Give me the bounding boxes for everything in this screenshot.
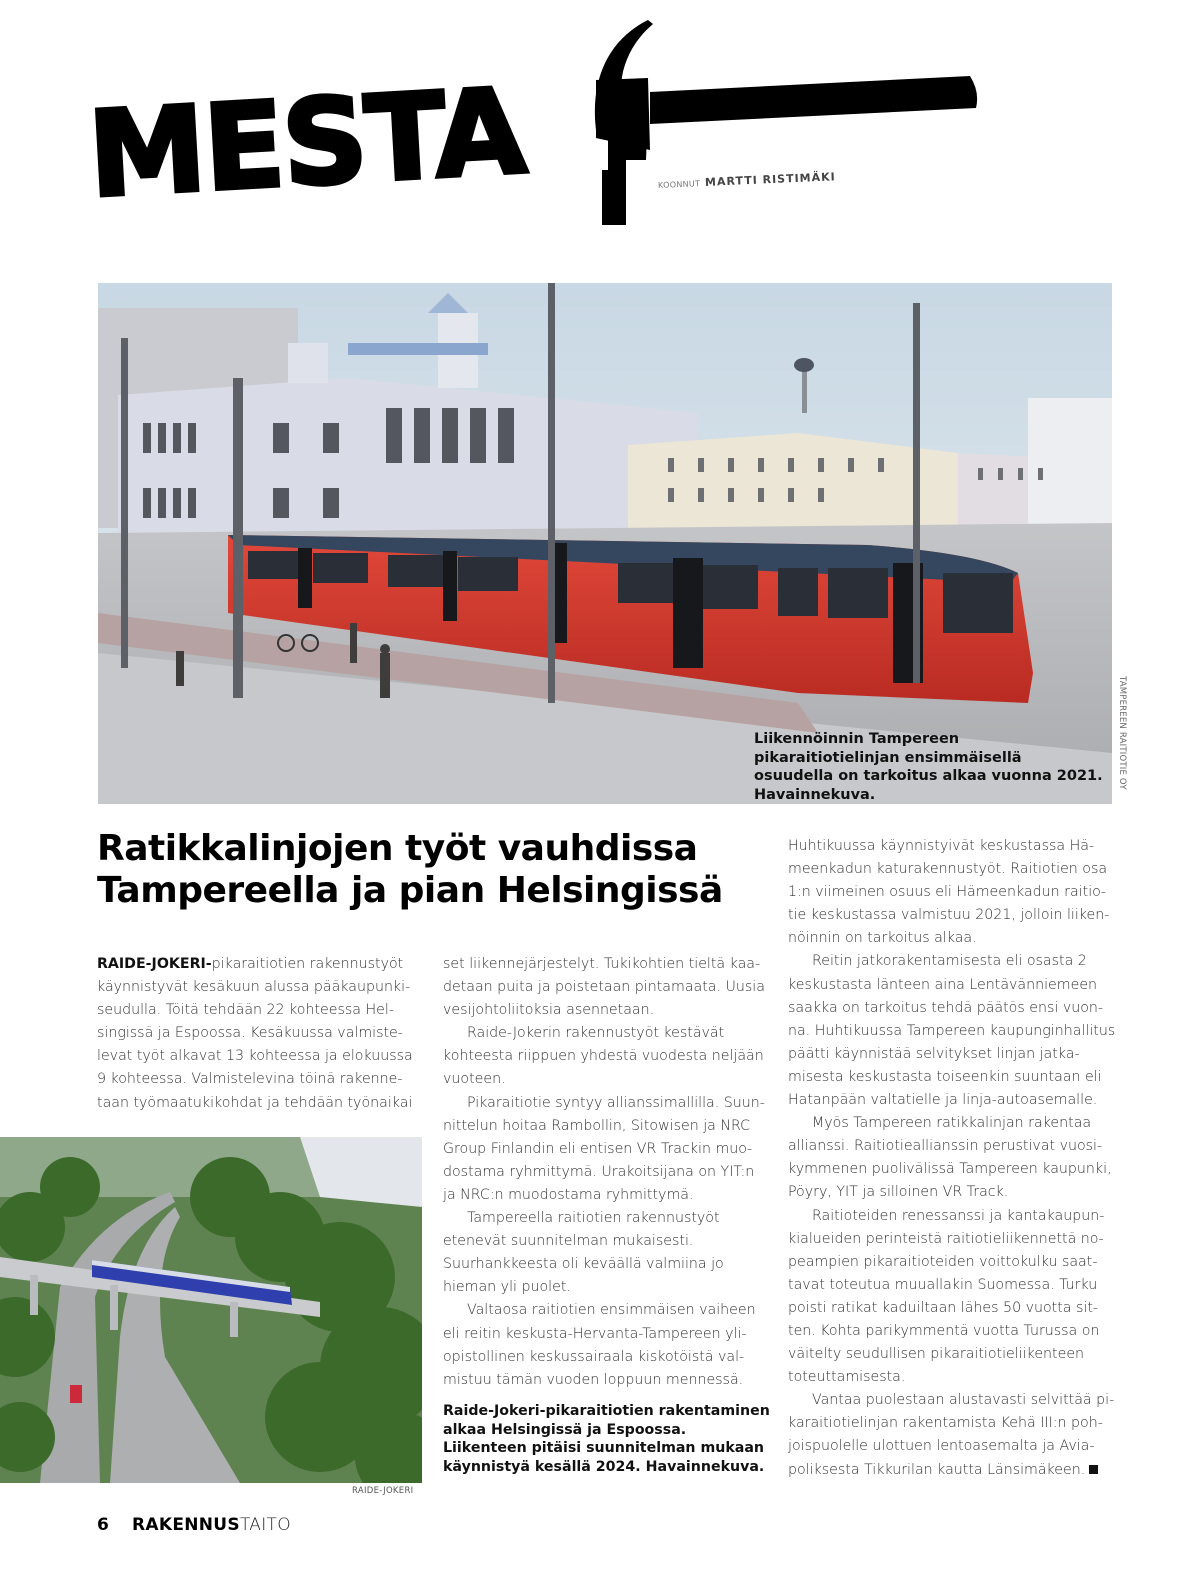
article-headline bbox=[97, 828, 757, 912]
top-photo-caption: Liikennöinnin Tampereen pikaraitiotielinjan ensimmäisellä osuudella on tarkoitus alkaa vuonna 2021. Havainnekuva. bbox=[754, 731, 1103, 803]
tampere-tram-photo bbox=[98, 283, 1112, 804]
bottom-photo-caption: Raide-Jokeri-pikaraitiotien rakentaminen alkaa Helsingissä ja Espoossa. Liikenteen pitäisi suunnitelman mukaan käynnistyä kesällä 2024. Havainnekuva. bbox=[443, 1403, 770, 1475]
raide-jokeri-photo bbox=[0, 1137, 422, 1483]
page-number: 6 bbox=[97, 1515, 109, 1535]
section-title: MESTA bbox=[84, 61, 528, 224]
paragraph bbox=[788, 1389, 1118, 1481]
end-mark-icon bbox=[1089, 1465, 1098, 1474]
paragraph: Tampereella raitiotien rakennustyöt etenevät suunnitelman mukaisesti. Suurhankkeesta oli keväällä valmiina jo hieman yli puolet. bbox=[443, 1210, 724, 1296]
publication-name-light: TAITO bbox=[239, 1515, 291, 1535]
paragraph: Myös Tampereen ratikkalinjan rakentaa allianssi. Raitiotieallianssin perustivat vuosikymmenen puolivälissä Tampereen kaupunki, Pöyry, YIT ja silloinen VR Track. bbox=[788, 1115, 1112, 1201]
byline-label: KOONNUT bbox=[657, 179, 701, 190]
article-column-3 bbox=[788, 835, 1118, 1482]
top-photo-credit: TAMPEREEN RAITIOTIE OY bbox=[1117, 676, 1127, 790]
byline-author: MARTTI RISTIMÄKI bbox=[704, 170, 836, 189]
headline-line-1: Ratikkalinjojen työt vauhdissa bbox=[97, 828, 698, 869]
article-column-2 bbox=[443, 953, 768, 1392]
publication-name-bold: RAKENNUS bbox=[132, 1515, 240, 1535]
paragraph-text: Vantaa puolestaan alustavasti selvittää pikaraitiotielinjan rakentamista Kehä III:n pohjoispuolelle ulottuen lentoasemalta ja Aviapoliksesta Tikkurilan kautta Länsimäkeen. bbox=[788, 1392, 1115, 1478]
paragraph: Valtaosa raitiotien ensimmäisen vaiheen eli reitin keskusta-Hervanta-Tampereen yliopistollinen keskussairaala kiskotöistä valmistuu tämän vuoden loppuun mennessä. bbox=[443, 1302, 756, 1388]
publication-name bbox=[132, 1515, 291, 1535]
paragraph: Huhtikuussa käynnistyivät keskustassa Hämeenkadun katurakennustyöt. Raitiotien osa 1:n viimeinen osuus eli Hämeenkadun raitiotie keskustassa valmistuu 2021, jolloin liikennöinnin on tarkoitus alkaa. bbox=[788, 838, 1110, 947]
headline-line-2: Tampereella ja pian Helsingissä bbox=[97, 870, 723, 911]
paragraph-text: pikaraitiotien rakennustyöt käynnistyvät kesäkuun alussa pääkaupunkiseudulla. Töitä tehdään 22 kohteessa Helsingissä ja Espoossa. Kesäkuussa valmistelevat työt alkavat 13 kohteessa ja elokuussa 9 kohteessa. Valmistelevina töinä rakennetaan työmaatukikohdat ja tehdään työnaikai bbox=[97, 956, 413, 1111]
paragraph: Raide-Jokerin rakennustyöt kestävät kohteesta riippuen yhdestä vuodesta neljään vuoteen. bbox=[443, 1025, 764, 1088]
paragraph: Pikaraitiotie syntyy allianssimallilla. Suunnittelun hoitaa Rambollin, Sitowisen ja NRC Group Finlandin eli entisen VR Trackin muodostama ryhmittymä. Urakoitsijana on YIT:n ja NRC:n muodostama ryhmittymä. bbox=[443, 1094, 765, 1203]
paragraph: Reitin jatkorakentamisesta eli osasta 2 keskustasta länteen aina Lentävänniemeen saakka on tarkoitus tehdä päätös ensi vuonna. Huhtikuussa Tampereen kaupunginhallitus päätti käynnistää selvitykset linjan jatkamisesta keskustasta toiseenkin suuntaan eli Hatanpään valtatielle ja linja-autoasemalle. bbox=[788, 953, 1116, 1109]
paragraph bbox=[97, 953, 422, 1115]
bottom-photo-credit: RAIDE-JOKERI bbox=[352, 1486, 414, 1496]
hammer-icon bbox=[588, 20, 988, 225]
article-column-1 bbox=[97, 953, 422, 1115]
paragraph: set liikennejärjestelyt. Tukikohtien tieltä kaadetaan puita ja poistetaan pintamaata. Uusia vesijohtoliitoksia asennetaan. bbox=[443, 956, 765, 1019]
lead-word: RAIDE-JOKERI- bbox=[97, 956, 212, 972]
paragraph: Raitioteiden renessanssi ja kantakaupunkialueiden perinteistä raitiotieliikennettä nopeampien pikaraitioteiden voittokulku saattavat toteutua muuallakin Suomessa. Turku poisti ratikat kaduiltaan lähes 50 vuotta sitten. Kohta parikymmentä vuotta Turussa on väitelty seudullisen pikaraitiotieliikenteen toteuttamisesta. bbox=[788, 1207, 1105, 1386]
